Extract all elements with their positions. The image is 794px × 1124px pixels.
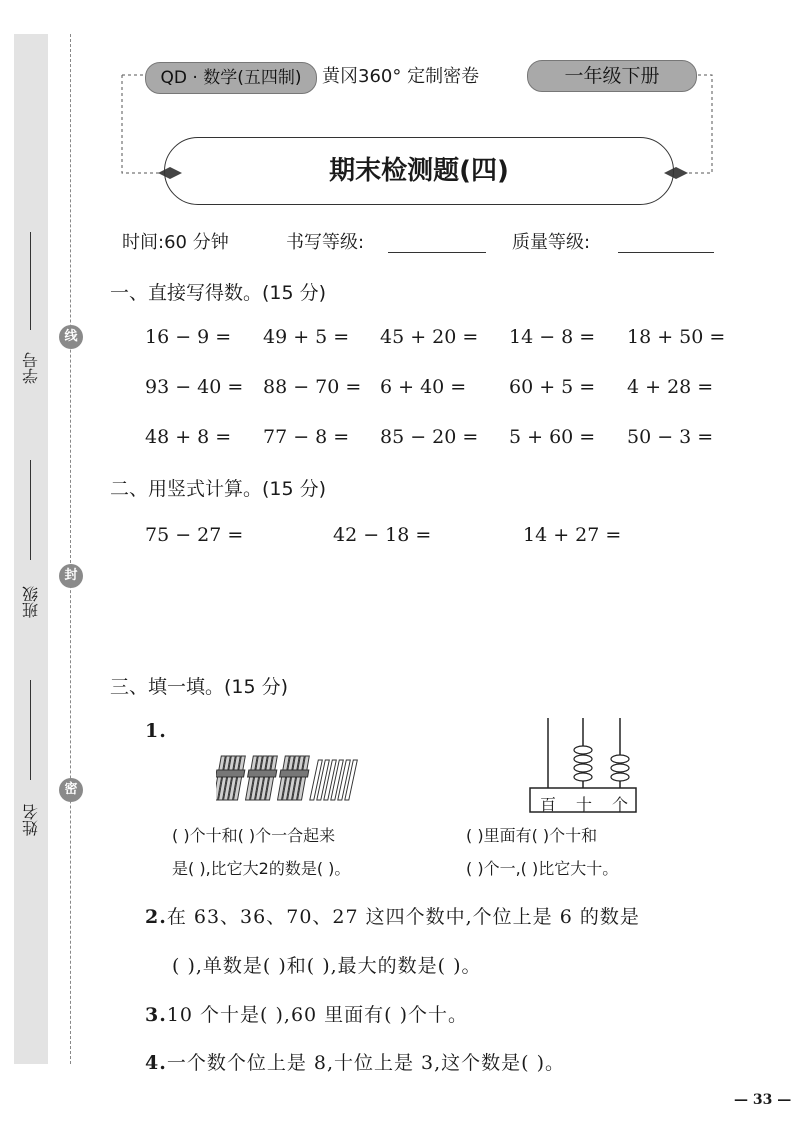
student-id-line[interactable]: [30, 232, 31, 330]
vertical-calc-item: 42 − 18 =: [333, 524, 432, 546]
equation: 49 + 5 =: [263, 326, 350, 348]
name-label: 姓名: [21, 804, 41, 836]
section3-heading: 三、填一填。(15 分): [110, 676, 289, 698]
q2-line1: 在 63、36、70、27 这四个数中,个位上是 6 的数是: [166, 906, 640, 928]
equation: 16 − 9 =: [145, 326, 232, 348]
equation: 4 + 28 =: [627, 376, 714, 398]
equation: 77 − 8 =: [263, 426, 350, 448]
equation: 45 + 20 =: [380, 326, 479, 348]
class-label: 班级: [21, 586, 41, 618]
question-number: 1.: [145, 720, 167, 742]
student-id-label: 学号: [21, 352, 41, 384]
q1-left-line2: 是( ),比它大2的数是( )。: [172, 859, 351, 878]
class-line[interactable]: [30, 460, 31, 560]
section1-heading: 一、直接写得数。(15 分): [110, 282, 327, 304]
cut-line: [70, 34, 71, 1064]
q1-left-line1: ( )个十和( )个一合起来: [172, 826, 336, 845]
subject-badge: QD · 数学(五四制): [145, 62, 317, 94]
q2-line2: ( ),单数是( )和( ),最大的数是( )。: [172, 955, 482, 977]
equation: 18 + 50 =: [627, 326, 726, 348]
abacus-label-ones: 个: [612, 795, 629, 814]
abacus-label-tens: 十: [576, 795, 593, 814]
seal-mark-line: 线: [59, 325, 83, 349]
equation: 93 − 40 =: [145, 376, 244, 398]
quality-grade-label: 质量等级:: [512, 232, 591, 253]
equation: 85 − 20 =: [380, 426, 479, 448]
vertical-calc-item: 14 + 27 =: [523, 524, 622, 546]
writing-grade-label: 书写等级:: [286, 232, 365, 253]
question-2: [145, 902, 640, 929]
vertical-calc-item: 75 − 27 =: [145, 524, 244, 546]
q1-right-line2: ( )个一,( )比它大十。: [466, 859, 619, 878]
page-title: 期末检测题(四): [164, 137, 674, 205]
question-number: 4.: [145, 1052, 167, 1074]
equation: 14 − 8 =: [509, 326, 596, 348]
equation: 60 + 5 =: [509, 376, 596, 398]
seal-mark-secret: 密: [59, 778, 83, 802]
writing-grade-field[interactable]: [388, 252, 486, 253]
question-number: 2.: [145, 906, 167, 928]
grade-badge: 一年级下册: [527, 60, 697, 92]
equation: 5 + 60 =: [509, 426, 596, 448]
question-number: 3.: [145, 1004, 167, 1026]
quality-grade-field[interactable]: [618, 252, 714, 253]
question-4: [145, 1048, 565, 1075]
time-limit: 时间:60 分钟: [122, 232, 229, 253]
page-number: — 33 —: [734, 1092, 792, 1108]
equation: 48 + 8 =: [145, 426, 232, 448]
question-3: [145, 1000, 468, 1027]
equation: 50 − 3 =: [627, 426, 714, 448]
q4-line: 一个数个位上是 8,十位上是 3,这个数是( )。: [166, 1052, 566, 1074]
series-name: 黄冈360° 定制密卷: [322, 66, 480, 87]
stick-bundles-image: [216, 752, 366, 804]
binding-strip: [14, 34, 48, 1064]
abacus-label-hundreds: 百: [540, 795, 557, 814]
q1-right-line1: ( )里面有( )个十和: [466, 826, 598, 845]
seal-mark-seal: 封: [59, 564, 83, 588]
section2-heading: 二、用竖式计算。(15 分): [110, 478, 327, 500]
q3-line: 10 个十是( ),60 里面有( )个十。: [166, 1004, 469, 1026]
equation: 6 + 40 =: [380, 376, 467, 398]
equation: 88 − 70 =: [263, 376, 362, 398]
name-line[interactable]: [30, 680, 31, 780]
